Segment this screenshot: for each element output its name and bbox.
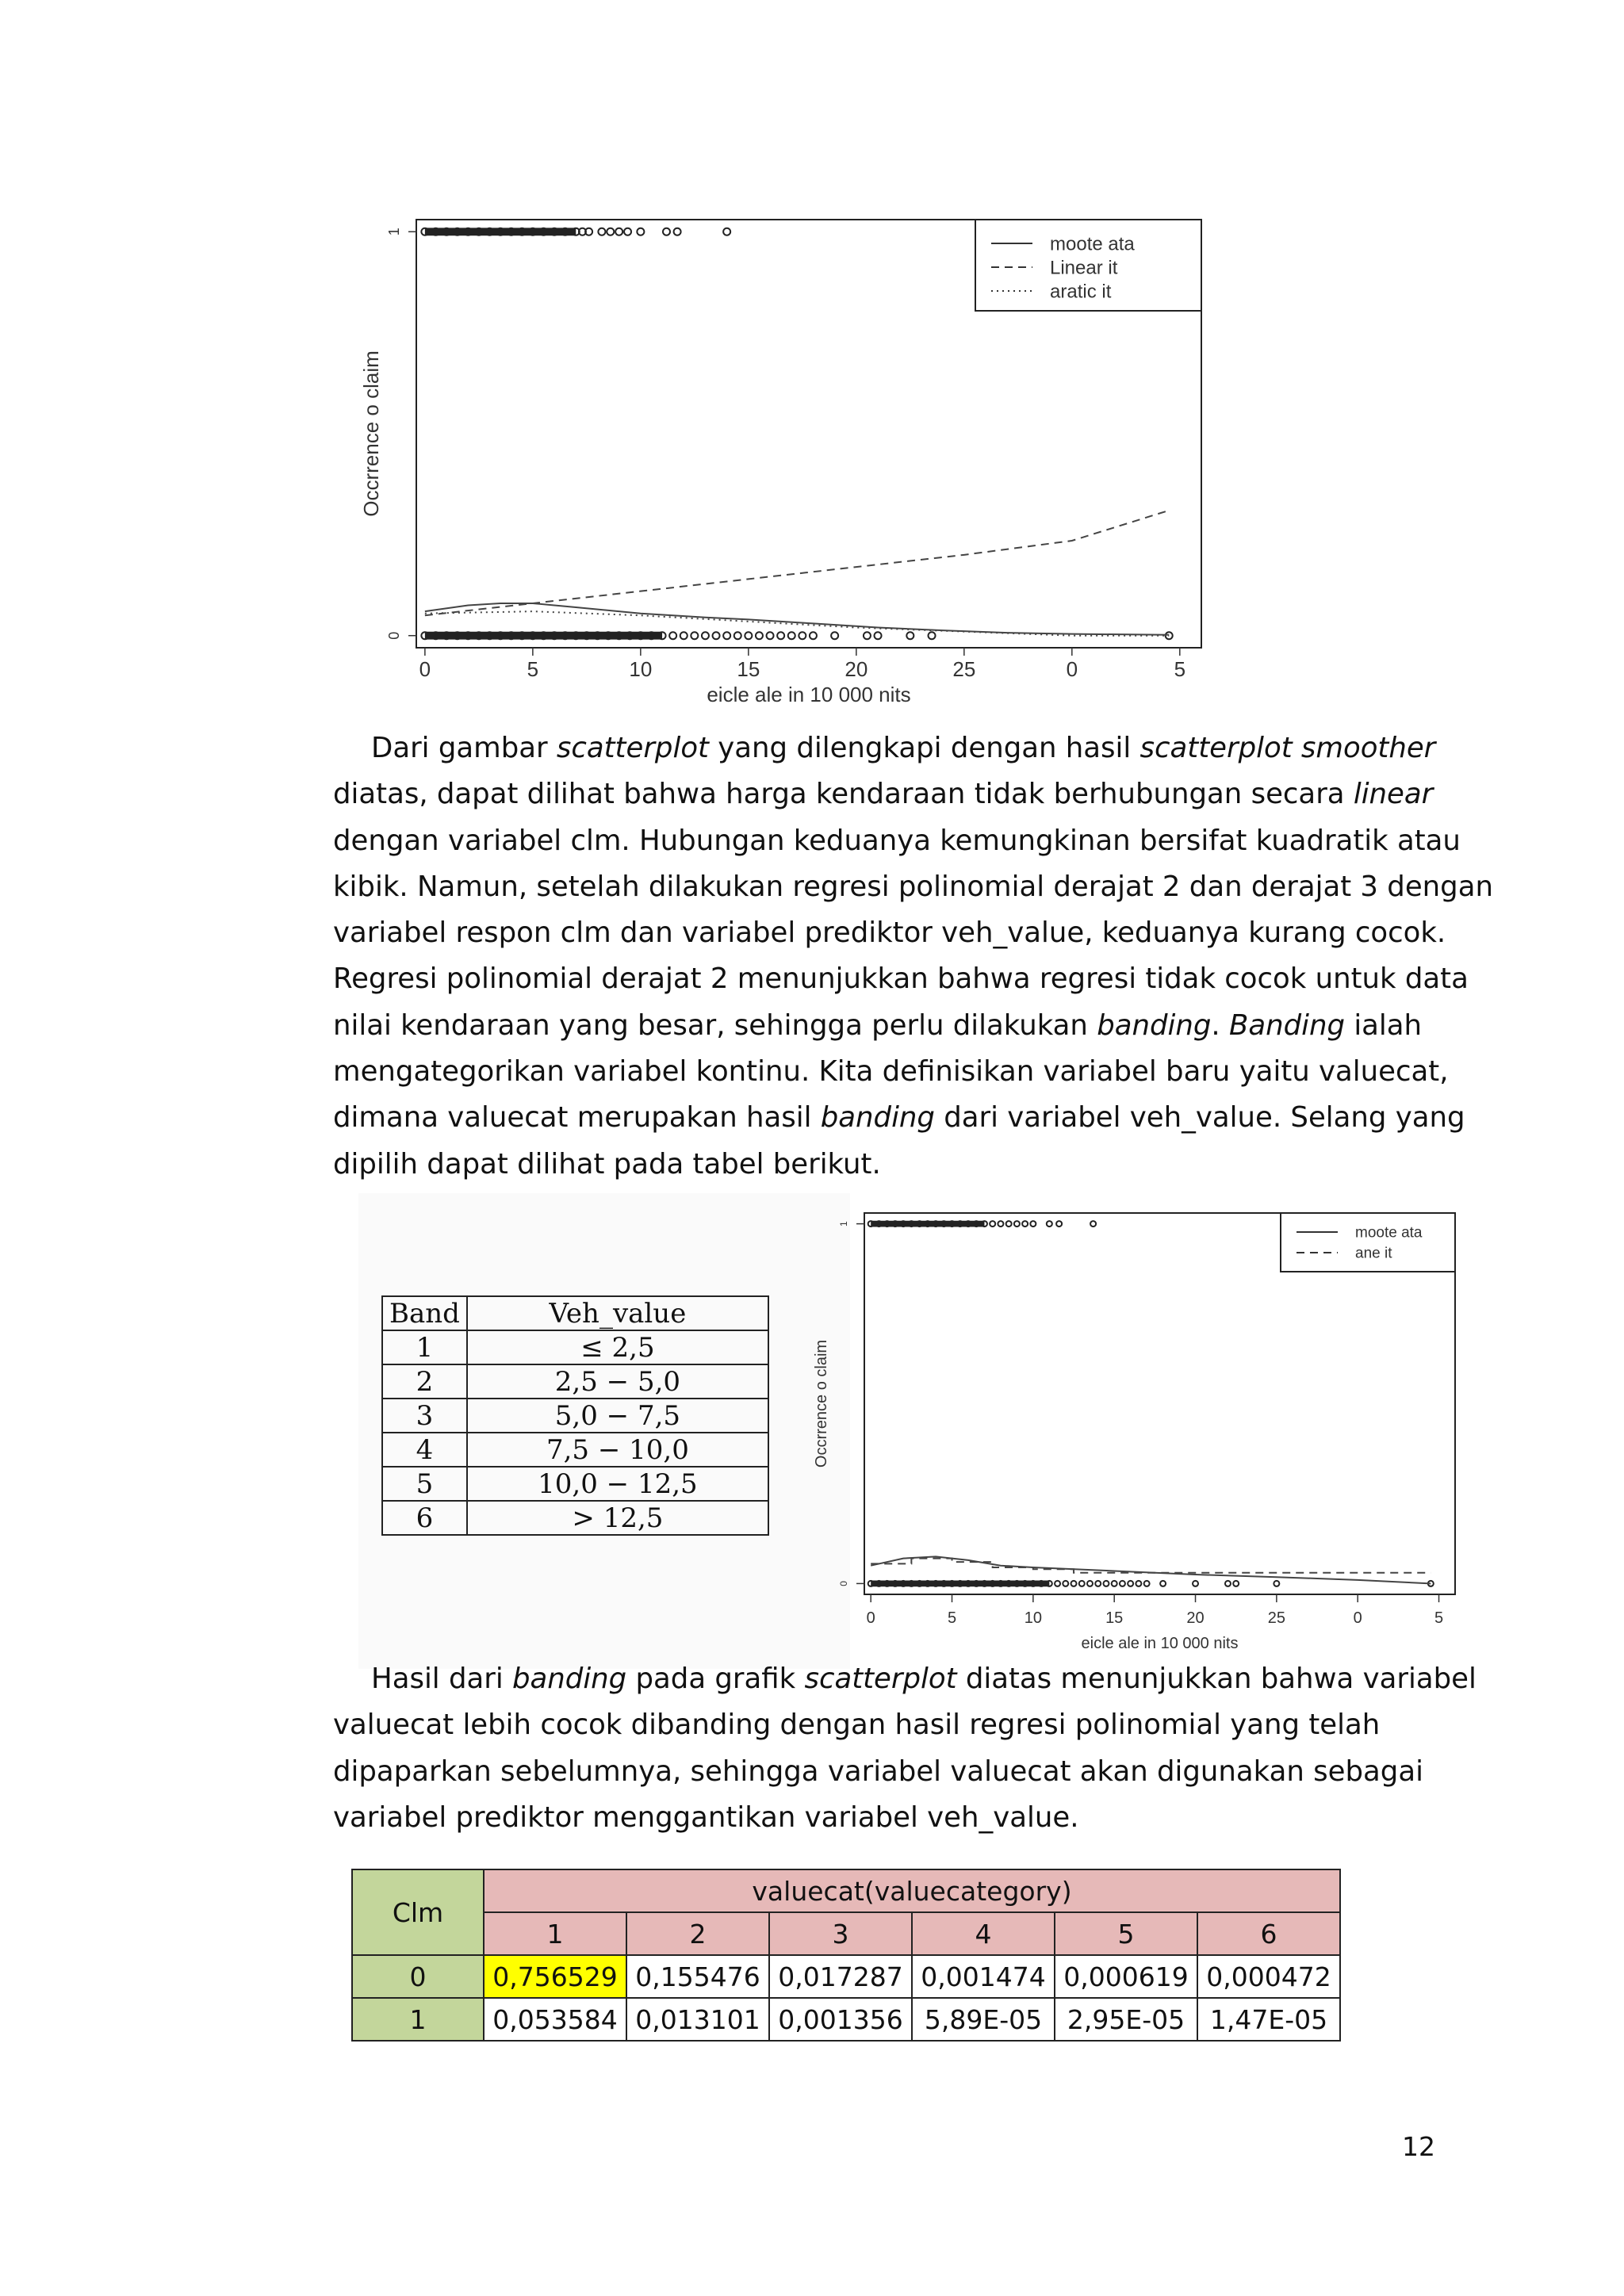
column-header: 5 [1055, 1912, 1197, 1955]
column-header: 2 [626, 1912, 769, 1955]
data-point [598, 228, 605, 235]
data-point [674, 228, 681, 235]
value-cell: 0,000619 [1055, 1955, 1197, 1998]
range-cell: 2,5 − 5,0 [467, 1364, 768, 1399]
page-number: 12 [1402, 2131, 1435, 2162]
range-cell: 10,0 − 12,5 [467, 1467, 768, 1501]
data-point [1030, 1221, 1036, 1226]
data-point [998, 1221, 1003, 1226]
scatterplot-veh-value-vs-claim [333, 206, 1221, 714]
band-cell: 4 [382, 1433, 467, 1467]
table-row [382, 1330, 768, 1364]
column-header: 3 [769, 1912, 912, 1955]
data-point [767, 632, 774, 639]
y-tick-label: 1 [838, 1221, 849, 1226]
paragraph-2-line-3: dipaparkan sebelumnya, sehingga variabel valuecat akan digunakan sebagai [333, 1755, 1423, 1788]
paragraph-1-line-5: variabel respon clm dan variabel prediktor veh_value, keduanya kurang cocok. [333, 916, 1446, 950]
legend-label: moote ata [1050, 233, 1135, 255]
data-point [906, 632, 914, 639]
data-point [624, 228, 631, 235]
data-point [810, 632, 817, 639]
paragraph-2-line-2: valuecat lebih cocok dibanding dengan hasil regresi polinomial yang telah [333, 1709, 1381, 1742]
data-point [990, 1221, 995, 1226]
table-row [382, 1433, 768, 1467]
x-axis-label: eicle ale in 10 000 nits [1081, 1635, 1239, 1652]
data-point [1047, 1221, 1052, 1226]
value-cell: 0,001474 [912, 1955, 1055, 1998]
x-tick-label: 0 [419, 657, 431, 681]
x-tick-label: 20 [845, 657, 868, 681]
data-point [723, 632, 730, 639]
range-cell: > 12,5 [467, 1501, 768, 1535]
data-point [756, 632, 763, 639]
series-line-1 [425, 603, 1169, 635]
data-point [875, 632, 882, 639]
chart1-svg [333, 206, 1221, 714]
data-point [1014, 1221, 1020, 1226]
data-point [1160, 1581, 1166, 1586]
x-tick-label: 25 [1267, 1609, 1285, 1627]
paragraph-1-line-1: Dari gambar scatterplot yang dilengkapi dengan hasil scatterplot smoother [371, 732, 1436, 764]
data-point [1071, 1581, 1077, 1586]
x-tick-label: 5 [947, 1609, 957, 1627]
data-point [669, 632, 676, 639]
data-point [734, 632, 741, 639]
x-tick-label: 20 [1186, 1609, 1205, 1627]
paragraph-2-line-4: variabel prediktor menggantikan variabel veh_value. [333, 1800, 1079, 1834]
data-point [1095, 1581, 1101, 1586]
data-point [713, 632, 720, 639]
row-label: 1 [352, 1998, 484, 2041]
highlighted-cell: 0,756529 [484, 1955, 626, 1998]
y-tick-label: 0 [838, 1581, 849, 1586]
clm-header: Clm [352, 1869, 484, 1955]
table-row [352, 1998, 1340, 2041]
data-point [1128, 1581, 1133, 1586]
data-point [788, 632, 795, 639]
x-tick-label: 25 [952, 657, 976, 681]
value-cell: 0,000472 [1197, 1955, 1340, 1998]
y-tick-label: 1 [386, 228, 402, 236]
data-point [1103, 1581, 1109, 1586]
range-cell: ≤ 2,5 [467, 1330, 768, 1364]
data-point [723, 228, 730, 235]
y-tick-label: 0 [386, 631, 402, 640]
row-label: 0 [352, 1955, 484, 1998]
legend-label: Linear it [1050, 257, 1118, 279]
x-tick-label: 10 [1024, 1609, 1042, 1627]
value-cell: 0,001356 [769, 1998, 912, 2041]
x-tick-label: 0 [866, 1609, 875, 1627]
legend-label: ane it [1355, 1245, 1392, 1262]
value-cell: 5,89E-05 [912, 1998, 1055, 2041]
range-cell: 5,0 − 7,5 [467, 1399, 768, 1433]
data-point [1063, 1581, 1068, 1586]
x-tick-label: 5 [527, 657, 539, 681]
band-cell: 1 [382, 1330, 467, 1364]
legend-label: moote ata [1355, 1224, 1423, 1242]
value-cell: 0,053584 [484, 1998, 626, 2041]
data-point [1233, 1581, 1239, 1586]
data-point [1056, 1221, 1062, 1226]
paragraph-1-line-8: mengategorikan variabel kontinu. Kita definisikan variabel baru yaitu valuecat, [333, 1055, 1449, 1089]
series-line-1 [871, 1556, 1431, 1583]
band-cell: 5 [382, 1467, 467, 1501]
paragraph-1-line-3: dengan variabel clm. Hubungan keduanya kemungkinan bersifat kuadratik atau [333, 824, 1461, 857]
series-line-2 [425, 511, 1169, 615]
freq-table-group-row [352, 1869, 1340, 1912]
chart2-svg [793, 1201, 1475, 1653]
data-point [1087, 1581, 1093, 1586]
scatterplot-valuecat-vs-claim [793, 1201, 1475, 1653]
veh-value-header: Veh_value [467, 1296, 768, 1330]
range-cell: 7,5 − 10,0 [467, 1433, 768, 1467]
band-cell: 3 [382, 1399, 467, 1433]
data-point [777, 632, 784, 639]
column-header: 4 [912, 1912, 1055, 1955]
table-row [382, 1399, 768, 1433]
table-row [382, 1364, 768, 1399]
paragraph-1-line-10: dipilih dapat dilihat pada tabel berikut. [333, 1147, 881, 1181]
paragraph-2 [333, 1656, 1477, 1841]
paragraph-1-line-2: diatas, dapat dilihat bahwa harga kendaraan tidak berhubungan secara linear [333, 778, 1434, 811]
paragraph-1-line-7: nilai kendaraan yang besar, sehingga perlu dilakukan banding. Banding ialah [333, 1008, 1423, 1042]
freq-table-column-row [352, 1912, 1340, 1955]
y-axis-label: Occrrence o claim [359, 350, 383, 517]
data-point [1120, 1581, 1125, 1586]
legend-label: aratic it [1050, 281, 1112, 303]
data-point [691, 632, 698, 639]
x-tick-label: 10 [629, 657, 653, 681]
column-header: 1 [484, 1912, 626, 1955]
data-point [745, 632, 752, 639]
valuecat-group-header: valuecat(valuecategory) [484, 1869, 1340, 1912]
paragraph-1-line-6: Regresi polinomial derajat 2 menunjukkan bahwa regresi tidak cocok untuk data [333, 962, 1469, 996]
legend-box [1281, 1213, 1455, 1272]
data-point [615, 228, 622, 235]
data-point [663, 228, 670, 235]
x-tick-label: 15 [737, 657, 760, 681]
value-cell: 1,47E-05 [1197, 1998, 1340, 2041]
paragraph-1-line-4: kibik. Namun, setelah dilakukan regresi polinomial derajat 2 dan derajat 3 dengan [333, 870, 1493, 903]
x-tick-label: 5 [1434, 1609, 1444, 1627]
series-line-2 [871, 1559, 1431, 1573]
paragraph-1 [333, 725, 1493, 1188]
value-cell: 0,017287 [769, 1955, 912, 1998]
x-tick-label: 5 [1174, 657, 1186, 681]
band-header: Band [382, 1296, 467, 1330]
data-point [702, 632, 709, 639]
data-point [1090, 1221, 1096, 1226]
value-cell: 0,155476 [626, 1955, 769, 1998]
data-point [1006, 1221, 1012, 1226]
x-tick-label: 15 [1105, 1609, 1124, 1627]
data-point [1055, 1581, 1060, 1586]
data-point [1193, 1581, 1198, 1586]
table-row [352, 1955, 1340, 1998]
valuecat-frequency-table [351, 1869, 1341, 2042]
data-point [1144, 1581, 1150, 1586]
paragraph-2-line-1: Hasil dari banding pada grafik scatterplot diatas menunjukkan bahwa variabel [371, 1663, 1477, 1695]
band-table-header-row [382, 1296, 768, 1330]
data-point [929, 632, 936, 639]
data-point [1225, 1581, 1231, 1586]
x-axis-label: eicle ale in 10 000 nits [707, 683, 911, 706]
data-point [1079, 1581, 1085, 1586]
x-tick-label: 0 [1353, 1609, 1362, 1627]
data-point [831, 632, 838, 639]
value-cell: 0,013101 [626, 1998, 769, 2041]
data-point [1022, 1221, 1028, 1226]
data-point [607, 228, 614, 235]
data-point [1274, 1581, 1279, 1586]
band-cell: 6 [382, 1501, 467, 1535]
column-header: 6 [1197, 1912, 1340, 1955]
band-table [381, 1295, 769, 1536]
data-point [864, 632, 871, 639]
band-cell: 2 [382, 1364, 467, 1399]
table-row [382, 1467, 768, 1501]
data-point [637, 228, 644, 235]
paragraph-1-line-9: dimana valuecat merupakan hasil banding dari variabel veh_value. Selang yang [333, 1101, 1465, 1135]
data-point [799, 632, 806, 639]
value-cell: 2,95E-05 [1055, 1998, 1197, 2041]
y-axis-label: Occrrence o claim [813, 1339, 830, 1468]
data-point [1112, 1581, 1117, 1586]
data-point [680, 632, 688, 639]
x-tick-label: 0 [1066, 657, 1078, 681]
data-point [1136, 1581, 1141, 1586]
table-row [382, 1501, 768, 1535]
